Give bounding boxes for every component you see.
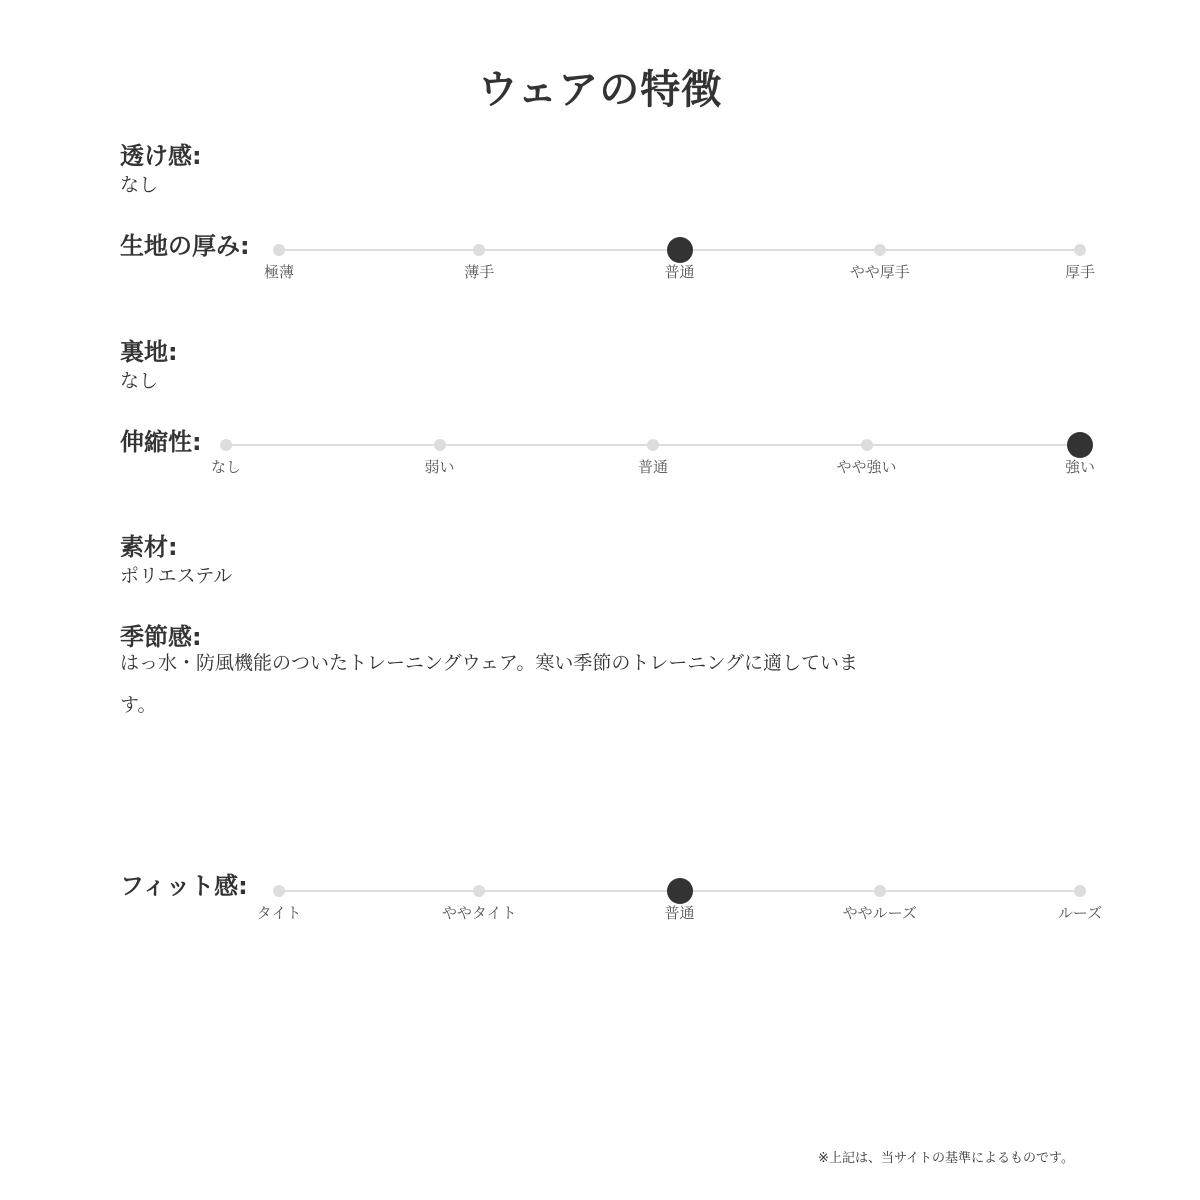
- fit-scale-dot: [273, 885, 285, 897]
- thickness-option-label: 薄手: [464, 263, 495, 281]
- stretch-option-label: 強い: [1064, 458, 1096, 476]
- stretch-scale-dot: [861, 439, 873, 451]
- footnote: ※上記は、当サイトの基準によるものです。: [818, 1151, 1074, 1166]
- fit-option-label: 普通: [664, 904, 695, 922]
- thickness-scale-dot: [273, 244, 285, 256]
- fit-selected-dot: [667, 878, 693, 904]
- thickness-option-label: 普通: [664, 263, 695, 281]
- stretch-option-label: なし: [210, 458, 242, 476]
- fit-option-label: ややタイト: [441, 904, 517, 922]
- thickness-option-label: 厚手: [1064, 263, 1096, 281]
- stretch-scale-dot: [647, 439, 659, 451]
- sheerness-label: 透け感:: [120, 142, 202, 170]
- material-label: 素材:: [120, 533, 178, 561]
- fit-scale-dot: [473, 885, 485, 897]
- stretch-option-label: やや強い: [836, 458, 897, 476]
- stretch-scale-dot: [434, 439, 446, 451]
- stretch-scale: [210, 438, 1096, 488]
- fit-option-label: ややルーズ: [842, 904, 917, 922]
- thickness-option-label: やや厚手: [849, 263, 910, 281]
- thickness-scale-dot: [473, 244, 485, 256]
- stretch-label: 伸縮性:: [120, 428, 202, 456]
- lining-value: なし: [120, 370, 159, 392]
- stretch-selected-dot: [1067, 432, 1093, 458]
- thickness-label: 生地の厚み:: [120, 232, 250, 260]
- season-label: 季節感:: [120, 623, 202, 651]
- sheerness-value: なし: [120, 174, 159, 196]
- season-description: はっ水・防風機能のついたトレーニングウェア。寒い季節のトレーニングに適しています。: [120, 652, 858, 716]
- fit-scale-dot: [1074, 885, 1086, 897]
- fit-label: フィット感:: [120, 872, 248, 900]
- stretch-scale-dot: [220, 439, 232, 451]
- lining-label: 裏地:: [120, 338, 178, 366]
- stretch-option-label: 弱い: [424, 458, 455, 476]
- fit-option-label: タイト: [256, 904, 302, 922]
- thickness-scale-dot: [874, 244, 886, 256]
- fit-scale-dot: [874, 885, 886, 897]
- fit-scale: [256, 884, 1103, 934]
- stretch-option-label: 普通: [637, 458, 669, 476]
- thickness-scale-dot: [1074, 244, 1086, 256]
- thickness-scale: [263, 243, 1096, 293]
- page-title: ウェアの特徴: [477, 67, 723, 113]
- thickness-selected-dot: [667, 237, 693, 263]
- material-value: ポリエステル: [120, 565, 233, 587]
- fit-option-label: ルーズ: [1057, 904, 1103, 922]
- thickness-option-label: 極薄: [263, 263, 295, 281]
